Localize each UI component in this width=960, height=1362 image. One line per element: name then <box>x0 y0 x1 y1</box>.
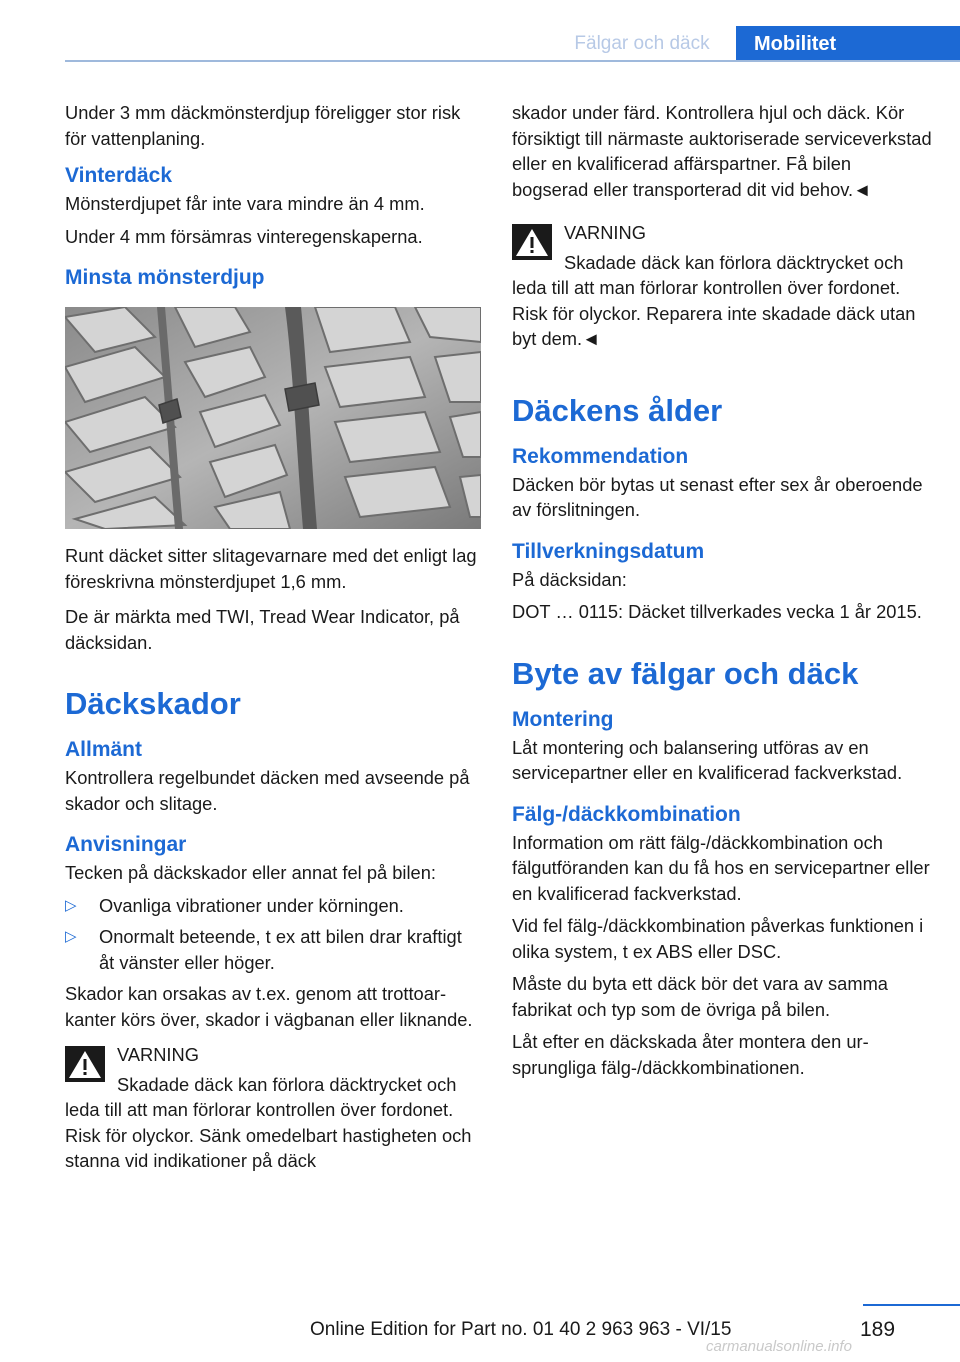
paragraph: Kontrollera regelbundet däcken med avseende på skador och slitage. <box>65 767 470 814</box>
triangle-bullet-icon: ▷ <box>65 896 77 914</box>
heading-general: Allmänt <box>65 738 143 761</box>
page-number: 189 <box>860 1318 896 1341</box>
heading-winter-tires: Vinterdäck <box>65 164 172 187</box>
warning-triangle-icon <box>65 1046 105 1082</box>
list-item: ▷ Onormalt beteende, t ex att bilen drar kraftigt åt vänster eller höger. <box>65 926 462 973</box>
heading-min-tread-depth: Minsta mönsterdjup <box>65 266 265 289</box>
header-divider <box>65 60 960 62</box>
warning-title: VARNING <box>564 222 646 243</box>
watermark: carmanualsonline.info <box>706 1338 852 1355</box>
warning-title: VARNING <box>117 1044 199 1065</box>
paragraph: Runt däcket sitter slitagevarnare med det enligt lag föreskrivna mönsterdjupet 1,6 mm. <box>65 545 477 592</box>
heading-mounting: Montering <box>512 707 614 731</box>
paragraph: Information om rätt fälg-/däckkombination och fälgutföranden kan du få hos en servicepartner eller en kvalificerad fackverkstad. <box>512 831 930 904</box>
heading-manufacture-date: Tillverkningsdatum <box>512 539 705 563</box>
paragraph: Mönsterdjupet får inte vara mindre än 4 mm. <box>65 193 425 214</box>
page-header <box>0 0 960 62</box>
triangle-bullet-icon: ▷ <box>65 928 77 945</box>
heading-change-rims-tires: Byte av fälgar och däck <box>512 655 859 691</box>
warning-triangle-icon <box>512 224 552 260</box>
paragraph: Skador kan orsakas av t.ex. genom att trottoarkanter körs över, skador i vägbanan eller liknande. <box>65 983 473 1030</box>
paragraph: Måste du byta ett däck bör det vara av samma fabrikat och typ som de övriga på bilen. <box>512 973 888 1020</box>
footer-divider <box>863 1304 960 1306</box>
section-tab[interactable]: Fälgar och däck <box>574 33 710 54</box>
heading-tire-damage: Däckskador <box>65 686 241 721</box>
paragraph: Däcken bör bytas ut senast efter sex år oberoende av förslitningen. <box>512 473 923 520</box>
heading-instructions: Anvisningar <box>65 833 187 856</box>
list-item: ▷ Ovanliga vibrationer under körningen. <box>65 893 481 919</box>
chapter-tab[interactable]: Mobilitet <box>736 26 960 62</box>
edition-label: Online Edition for Part no. 01 40 2 963 963 - VI/15 <box>310 1319 732 1340</box>
warning-block <box>65 1042 481 1174</box>
warning-text: Skadade däck kan förlora däcktrycket och leda till att man förlorar kontrollen över fordonet. Risk för olyckor. Sänk omedelbart hastigheten och stanna vid indikationer på däck <box>65 1073 472 1171</box>
paragraph: DOT … 0115: Däcket tillverkades vecka 1 år 2015. <box>512 601 922 622</box>
paragraph: Under 3 mm däckmönsterdjup föreligger stor risk för vattenplaning. <box>65 102 461 149</box>
left-column <box>65 100 481 1182</box>
paragraph: Tecken på däckskador eller annat fel på bilen: <box>65 862 436 883</box>
heading-tire-age: Däckens ålder <box>512 392 723 428</box>
paragraph: Låt montering och balansering utföras av en servicepartner eller en kvalificerad fackverkstad. <box>512 736 903 783</box>
warning-block <box>512 220 932 352</box>
paragraph: skador under färd. Kontrollera hjul och däck. Kör försiktigt till närmaste auktoriserade serviceverkstad eller en kvalificerad affärspartner. Få bilen bogserad eller transporterad dit vid behov.◄ <box>512 102 932 200</box>
paragraph: Under 4 mm försämras vinteregenskaperna. <box>65 225 423 247</box>
paragraph: På däcksidan: <box>512 568 627 590</box>
tire-tread-image <box>65 307 481 529</box>
paragraph: Vid fel fälg-/däckkombination påverkas funktionen i olika system, t ex ABS eller DSC. <box>512 915 924 962</box>
warning-text: Skadade däck kan förlora däcktrycket och leda till att man förlorar kontrollen över fordonet. Risk för olyckor. Reparera inte skadade däck utan byt dem.◄ <box>512 251 916 349</box>
paragraph: De är märkta med TWI, Tread Wear Indicator, på däcksidan. <box>65 606 460 653</box>
paragraph: Låt efter en däckskada åter montera den ursprungliga fälg-/däckkombinationen. <box>512 1031 869 1078</box>
heading-rim-tire-combination: Fälg-/däckkombination <box>512 802 741 826</box>
heading-recommendation: Rekommendation <box>512 444 689 468</box>
right-column <box>512 100 932 1087</box>
bullet-list <box>65 893 481 976</box>
